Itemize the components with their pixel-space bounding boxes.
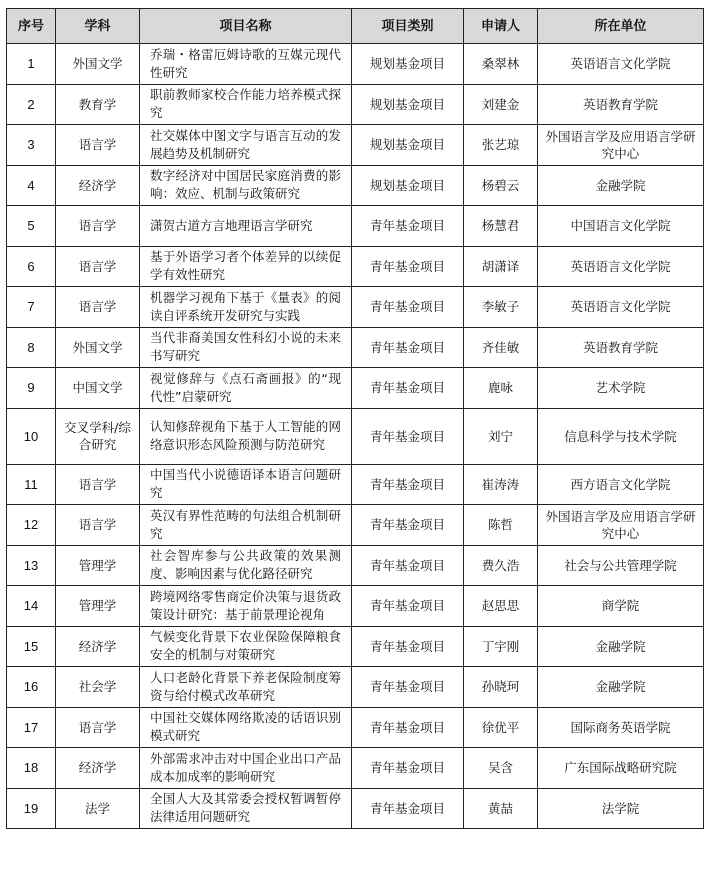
cell-title: 认知修辞视角下基于人工智能的网络意识形态风险预测与防范研究	[140, 408, 352, 464]
cell-unit: 外国语言学及应用语言学研究中心	[538, 505, 704, 546]
cell-unit: 西方语言文化学院	[538, 464, 704, 505]
cell-category: 青年基金项目	[352, 206, 464, 247]
cell-seq: 2	[7, 84, 56, 125]
table-row	[7, 748, 704, 789]
cell-seq: 3	[7, 125, 56, 166]
cell-unit: 信息科学与技术学院	[538, 408, 704, 464]
table-row	[7, 206, 704, 247]
cell-category: 青年基金项目	[352, 505, 464, 546]
cell-seq: 14	[7, 586, 56, 627]
table-row	[7, 327, 704, 368]
table-row	[7, 165, 704, 206]
table-row	[7, 667, 704, 708]
cell-seq: 18	[7, 748, 56, 789]
cell-applicant: 赵思思	[464, 586, 538, 627]
cell-category: 青年基金项目	[352, 748, 464, 789]
cell-unit: 英语语言文化学院	[538, 44, 704, 85]
cell-title: 视觉修辞与《点石斋画报》的“现代性”启蒙研究	[140, 368, 352, 409]
table-row	[7, 788, 704, 829]
header-applicant: 申请人	[464, 9, 538, 44]
cell-discipline: 中国文学	[56, 368, 140, 409]
cell-category: 规划基金项目	[352, 125, 464, 166]
cell-discipline: 法学	[56, 788, 140, 829]
project-table	[6, 8, 704, 829]
table-row	[7, 707, 704, 748]
cell-applicant: 李敏子	[464, 287, 538, 328]
table-header	[7, 9, 704, 44]
cell-title: 职前教师家校合作能力培养模式探究	[140, 84, 352, 125]
cell-title: 社会智库参与公共政策的效果测度、影响因素与优化路径研究	[140, 545, 352, 586]
cell-discipline: 教育学	[56, 84, 140, 125]
cell-unit: 法学院	[538, 788, 704, 829]
cell-unit: 英语教育学院	[538, 327, 704, 368]
cell-applicant: 鹿咏	[464, 368, 538, 409]
cell-category: 规划基金项目	[352, 165, 464, 206]
cell-discipline: 语言学	[56, 707, 140, 748]
cell-discipline: 经济学	[56, 748, 140, 789]
cell-discipline: 交叉学科/综合研究	[56, 408, 140, 464]
cell-discipline: 管理学	[56, 586, 140, 627]
cell-category: 青年基金项目	[352, 667, 464, 708]
cell-applicant: 桑翠林	[464, 44, 538, 85]
table-row	[7, 505, 704, 546]
cell-discipline: 语言学	[56, 125, 140, 166]
cell-unit: 英语语言文化学院	[538, 246, 704, 287]
cell-applicant: 张艺琼	[464, 125, 538, 166]
cell-seq: 15	[7, 626, 56, 667]
cell-applicant: 刘宁	[464, 408, 538, 464]
cell-applicant: 丁宇刚	[464, 626, 538, 667]
cell-unit: 艺术学院	[538, 368, 704, 409]
cell-seq: 6	[7, 246, 56, 287]
cell-applicant: 费久浩	[464, 545, 538, 586]
cell-seq: 17	[7, 707, 56, 748]
cell-unit: 外国语言学及应用语言学研究中心	[538, 125, 704, 166]
cell-discipline: 语言学	[56, 206, 140, 247]
header-row	[7, 9, 704, 44]
header-discipline: 学科	[56, 9, 140, 44]
cell-discipline: 外国文学	[56, 44, 140, 85]
header-unit: 所在单位	[538, 9, 704, 44]
cell-category: 青年基金项目	[352, 408, 464, 464]
cell-category: 青年基金项目	[352, 707, 464, 748]
table-row	[7, 287, 704, 328]
cell-discipline: 语言学	[56, 246, 140, 287]
cell-discipline: 管理学	[56, 545, 140, 586]
cell-title: 英汉有界性范畴的句法组合机制研究	[140, 505, 352, 546]
cell-title: 人口老龄化背景下养老保险制度筹资与给付模式改革研究	[140, 667, 352, 708]
cell-category: 青年基金项目	[352, 545, 464, 586]
cell-category: 青年基金项目	[352, 586, 464, 627]
cell-title: 跨境网络零售商定价决策与退货政策设计研究：基于前景理论视角	[140, 586, 352, 627]
cell-applicant: 崔涛涛	[464, 464, 538, 505]
cell-title: 数字经济对中国居民家庭消费的影响：效应、机制与政策研究	[140, 165, 352, 206]
cell-seq: 4	[7, 165, 56, 206]
cell-applicant: 刘建金	[464, 84, 538, 125]
header-category: 项目类别	[352, 9, 464, 44]
cell-discipline: 经济学	[56, 626, 140, 667]
cell-title: 当代非裔美国女性科幻小说的未来书写研究	[140, 327, 352, 368]
cell-applicant: 齐佳敏	[464, 327, 538, 368]
cell-applicant: 杨慧君	[464, 206, 538, 247]
cell-unit: 广东国际战略研究院	[538, 748, 704, 789]
table-row	[7, 125, 704, 166]
table-row	[7, 586, 704, 627]
cell-title: 乔瑞・格雷厄姆诗歌的互媒元现代性研究	[140, 44, 352, 85]
cell-category: 规划基金项目	[352, 84, 464, 125]
cell-discipline: 语言学	[56, 287, 140, 328]
table-row	[7, 545, 704, 586]
cell-seq: 19	[7, 788, 56, 829]
cell-seq: 12	[7, 505, 56, 546]
cell-unit: 金融学院	[538, 165, 704, 206]
cell-title: 潇贺古道方言地理语言学研究	[140, 206, 352, 247]
table-row	[7, 44, 704, 85]
cell-seq: 16	[7, 667, 56, 708]
cell-applicant: 黄喆	[464, 788, 538, 829]
cell-unit: 中国语言文化学院	[538, 206, 704, 247]
cell-title: 中国社交媒体网络欺凌的话语识别模式研究	[140, 707, 352, 748]
cell-applicant: 胡潇译	[464, 246, 538, 287]
cell-title: 全国人大及其常委会授权暂调暂停法律适用问题研究	[140, 788, 352, 829]
cell-seq: 10	[7, 408, 56, 464]
cell-unit: 社会与公共管理学院	[538, 545, 704, 586]
cell-unit: 英语教育学院	[538, 84, 704, 125]
cell-title: 社交媒体中图文字与语言互动的发展趋势及机制研究	[140, 125, 352, 166]
cell-category: 青年基金项目	[352, 788, 464, 829]
cell-applicant: 吴含	[464, 748, 538, 789]
cell-category: 青年基金项目	[352, 287, 464, 328]
cell-unit: 金融学院	[538, 667, 704, 708]
cell-applicant: 陈哲	[464, 505, 538, 546]
cell-title: 气候变化背景下农业保险保障粮食安全的机制与对策研究	[140, 626, 352, 667]
cell-discipline: 外国文学	[56, 327, 140, 368]
table-row	[7, 464, 704, 505]
cell-category: 规划基金项目	[352, 44, 464, 85]
cell-unit: 国际商务英语学院	[538, 707, 704, 748]
cell-discipline: 语言学	[56, 505, 140, 546]
cell-applicant: 杨碧云	[464, 165, 538, 206]
cell-category: 青年基金项目	[352, 246, 464, 287]
cell-seq: 11	[7, 464, 56, 505]
cell-seq: 8	[7, 327, 56, 368]
cell-title: 机器学习视角下基于《量表》的阅读自评系统开发研究与实践	[140, 287, 352, 328]
cell-discipline: 语言学	[56, 464, 140, 505]
table-row	[7, 84, 704, 125]
cell-applicant: 徐优平	[464, 707, 538, 748]
table-body	[7, 44, 704, 829]
cell-category: 青年基金项目	[352, 464, 464, 505]
cell-seq: 13	[7, 545, 56, 586]
cell-title: 中国当代小说德语译本语言问题研究	[140, 464, 352, 505]
cell-discipline: 社会学	[56, 667, 140, 708]
table-row	[7, 408, 704, 464]
cell-seq: 9	[7, 368, 56, 409]
cell-seq: 5	[7, 206, 56, 247]
cell-category: 青年基金项目	[352, 327, 464, 368]
cell-title: 外部需求冲击对中国企业出口产品成本加成率的影响研究	[140, 748, 352, 789]
cell-discipline: 经济学	[56, 165, 140, 206]
cell-seq: 1	[7, 44, 56, 85]
cell-applicant: 孙晓珂	[464, 667, 538, 708]
cell-category: 青年基金项目	[352, 626, 464, 667]
cell-category: 青年基金项目	[352, 368, 464, 409]
cell-unit: 金融学院	[538, 626, 704, 667]
table-row	[7, 246, 704, 287]
header-seq: 序号	[7, 9, 56, 44]
project-table-container	[6, 8, 703, 829]
table-row	[7, 368, 704, 409]
cell-unit: 商学院	[538, 586, 704, 627]
table-row	[7, 626, 704, 667]
cell-unit: 英语语言文化学院	[538, 287, 704, 328]
header-title: 项目名称	[140, 9, 352, 44]
cell-seq: 7	[7, 287, 56, 328]
cell-title: 基于外语学习者个体差异的以续促学有效性研究	[140, 246, 352, 287]
